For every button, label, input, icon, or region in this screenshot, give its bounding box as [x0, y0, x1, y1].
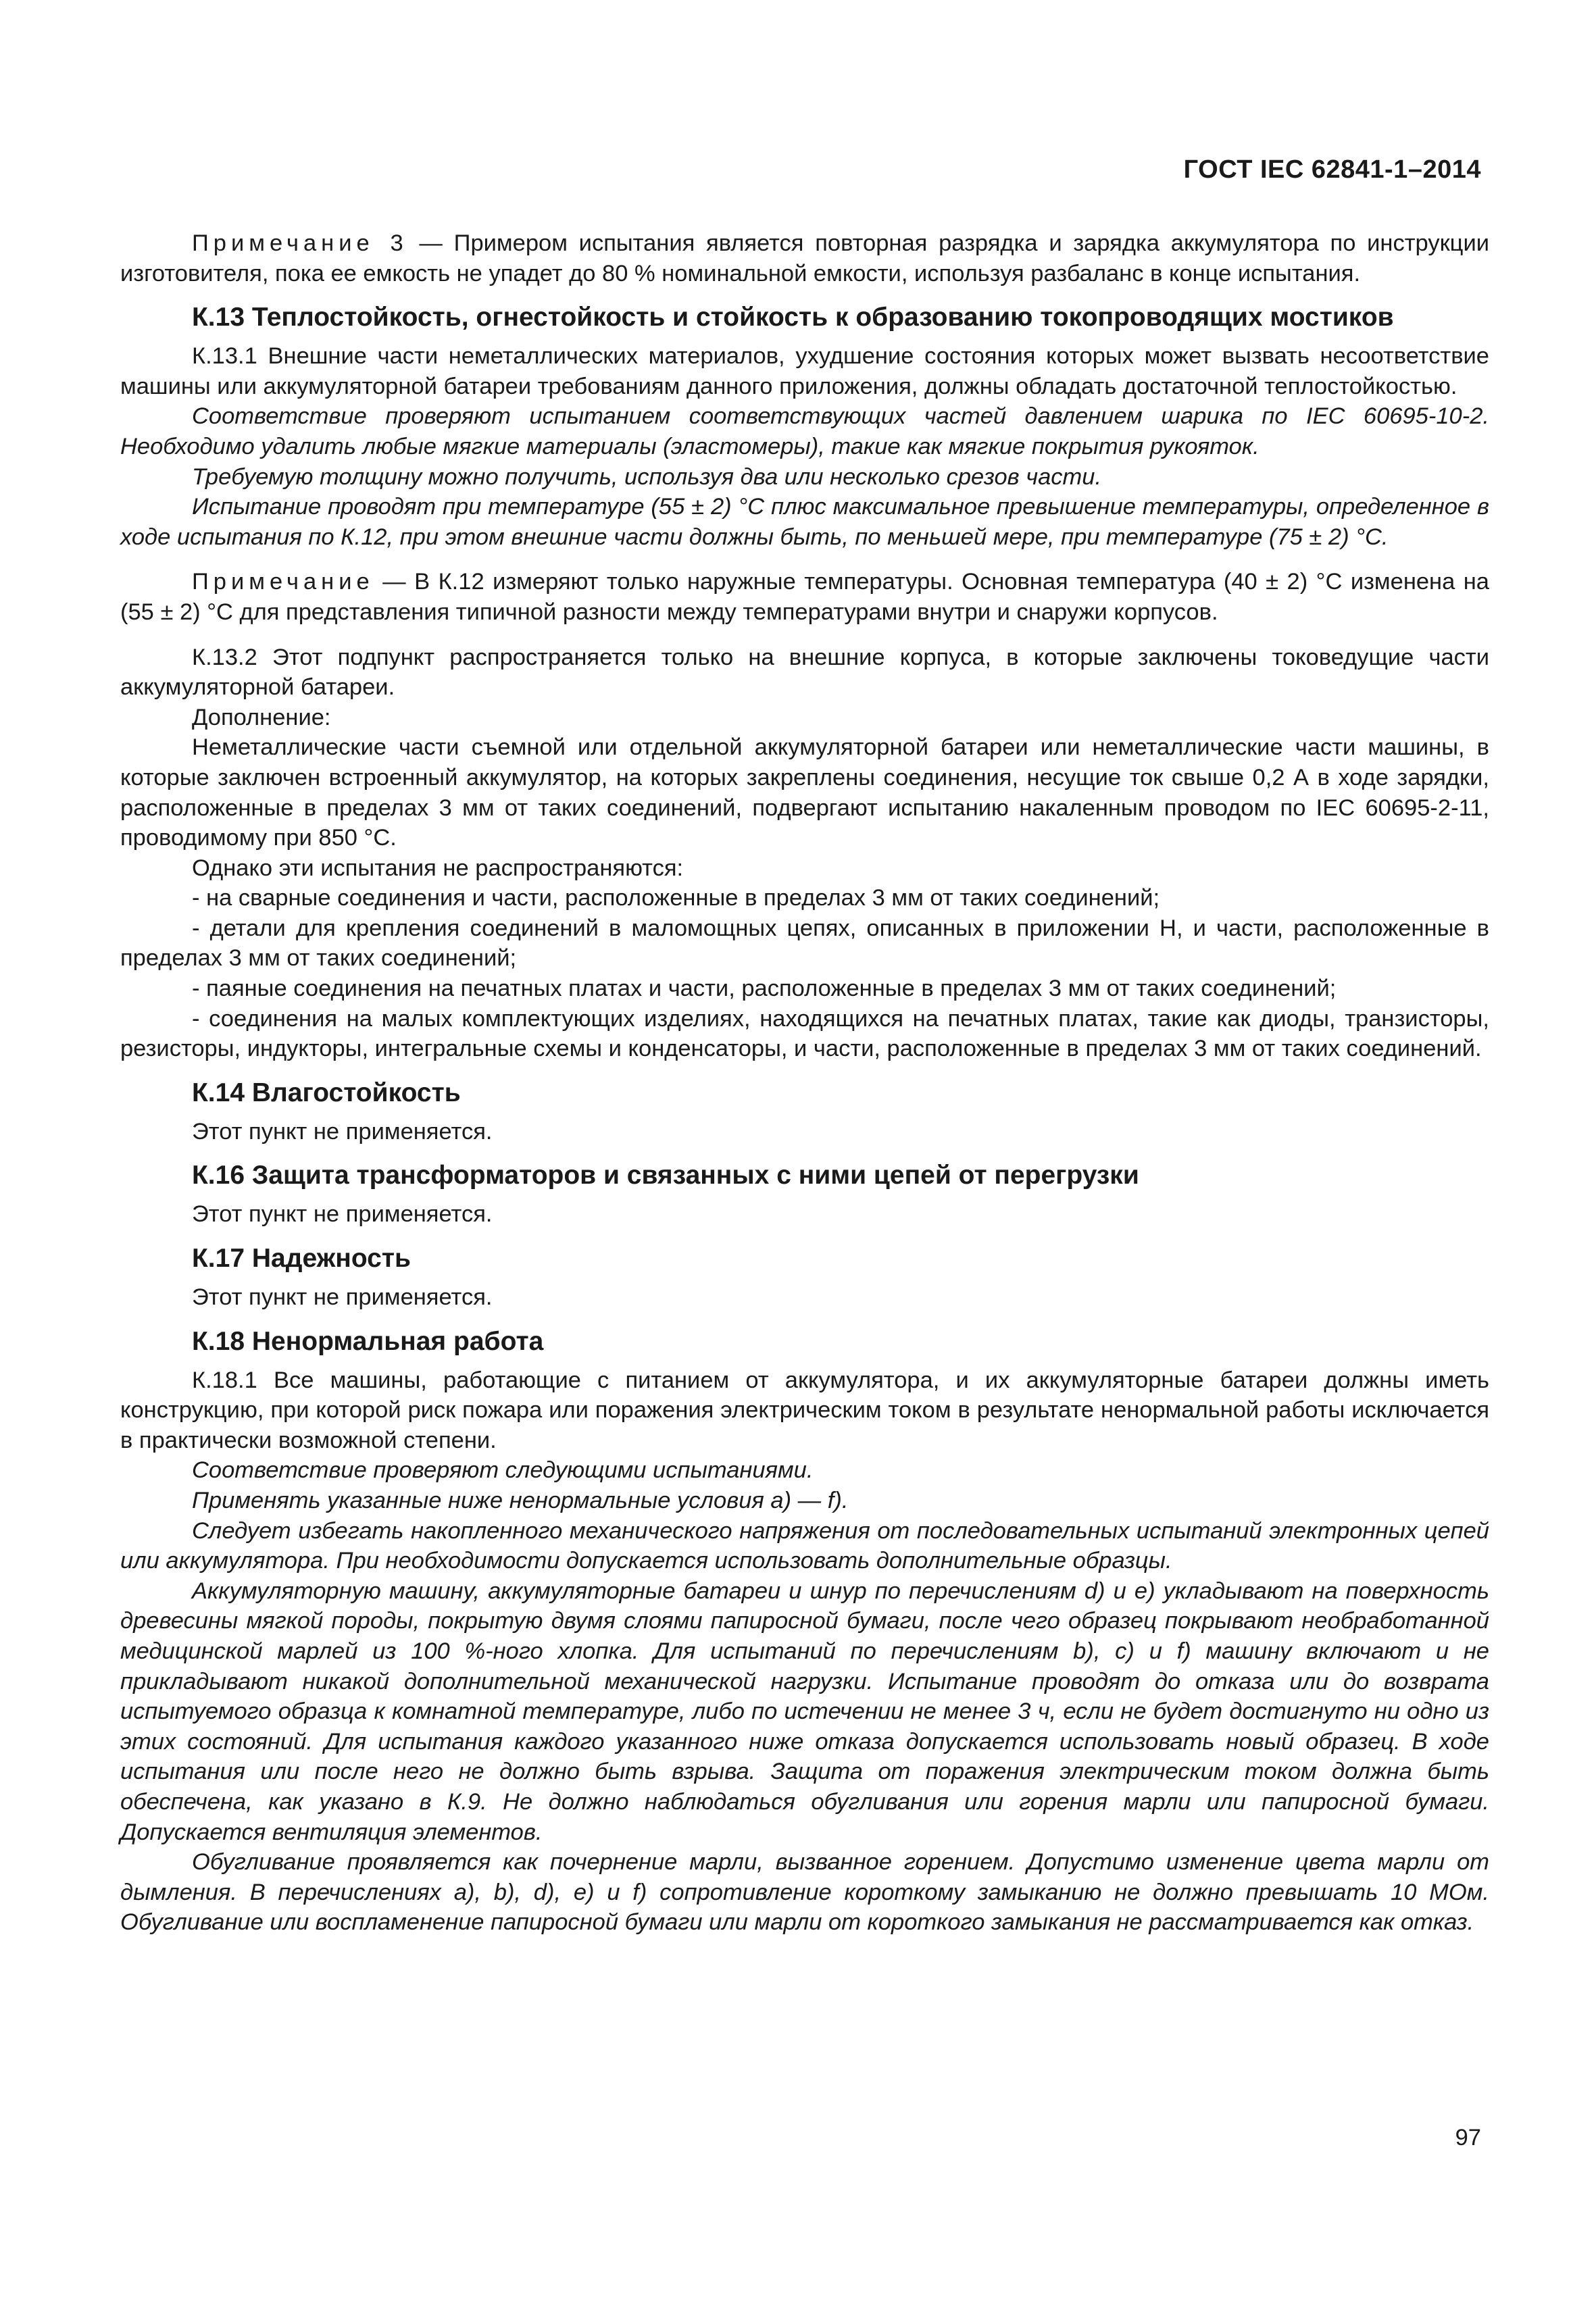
- k18-charring: Обугливание проявляется как почернение марли, вызванное горением. Допустимо изменение цвета марли от дымления. В перечислениях а), b), d), е) и f) сопротивление короткому замыканию не должно превышать 10 МОм. Обугливание или воспламенение папиросной бумаги или марли от короткого замыкания не рассматривается как отказ.: [120, 1849, 1489, 1936]
- heading-k18: К.18 Ненормальная работа: [192, 1326, 544, 1356]
- note-text: — В К.12 измеряют только наружные температуры. Основная температура (40 ± 2) °С изменена на (55 ± 2) °С для представления типичной разности между температурами внутри и снаружи корпусов.: [120, 569, 1489, 625]
- k13-2-text: К.13.2 Этот подпункт распространяется только на внешние корпуса, в которые заключены токоведущие части аккумуляторной батареи.: [120, 644, 1489, 701]
- heading-k16: К.16 Защита трансформаторов и связанных с ними цепей от перегрузки: [192, 1161, 1139, 1190]
- k13-thickness: Требуемую толщину можно получить, используя два или несколько срезов части.: [192, 463, 1102, 490]
- k18-compliance: Соответствие проверяют следующими испытаниями.: [192, 1457, 814, 1484]
- k14-text: Этот пункт не применяется.: [192, 1118, 493, 1145]
- heading-k17: К.17 Надежность: [192, 1244, 411, 1274]
- list-item: - на сварные соединения и части, расположенные в пределах 3 мм от таких соединений;: [192, 885, 1160, 911]
- k13-1-text: К.13.1 Внешние части неметаллических материалов, ухудшение состояния которых может вызвать несоответствие машины или аккумуляторной батареи требованиям данного приложения, должны обладать достаточной теплостойкостью.: [120, 343, 1489, 399]
- heading-k14: К.14 Влагостойкость: [192, 1078, 461, 1107]
- list-item: - соединения на малых комплектующих изделиях, находящихся на печатных платах, такие как диоды, транзисторы, резисторы, индукторы, интегральные схемы и конденсаторы, и части, расположенные в пределах 3 мм от таких соединений.: [120, 1005, 1489, 1062]
- k13-compliance: Соответствие проверяют испытанием соответствующих частей давлением шарика по IEC 60695-10-2. Необходимо удалить любые мягкие материалы (эластомеры), такие как мягкие покрытия рукояток.: [120, 403, 1489, 459]
- k17-text: Этот пункт не применяется.: [192, 1284, 493, 1311]
- note-text: — Примером испытания является повторная разрядка и зарядка аккумулятора по инструкции изготовителя, пока ее емкость не упадет до 80 % номинальной емкости, используя разбаланс в конце испытания.: [120, 230, 1489, 286]
- k13-addition-text: Неметаллические части съемной или отдельной аккумуляторной батареи или неметаллические части машины, в которые заключен встроенный аккумулятор, на которых закреплены соединения, несущие ток свыше 0,2 А в ходе зарядки, расположенные в пределах 3 мм от таких соединений, подвергают испытанию накаленным проводом по IEC 60695-2-11, проводимому при 850 °С.: [120, 734, 1489, 851]
- note-3: [120, 228, 1489, 288]
- k13-note: [120, 567, 1489, 627]
- note-label: Примечание 3: [192, 230, 408, 256]
- k18-procedure: Аккумуляторную машину, аккумуляторные батареи и шнур по перечислениям d) и е) укладывают на поверхность древесины мягкой породы, покрытую двумя слоями папиросной бумаги, после чего образец покрывают необработанной медицинской марлей из 100 %-ного хлопка. Для испытаний по перечислениям b), с) и f) машину включают и не прикладывают никакой дополнительной механической нагрузки. Испытание проводят до отказа или до возврата испытуемого образца к комнатной температуре, либо по истечении не менее 3 ч, если не будет достигнуто ни одно из этих состояний. Для испытания каждого указанного ниже отказа допускается использовать новый образец. В ходе испытания или после него не должно быть взрыва. Защита от поражения электрическим током должна быть обеспечена, как указано в К.9. Не должно наблюдаться обугливания или горения марли или папиросной бумаги. Допускается вентиляция элементов.: [120, 1578, 1489, 1845]
- k13-temperature: Испытание проводят при температуре (55 ± 2) °С плюс максимальное превышение температуры, определенное в ходе испытания по К.12, при этом внешние части должны быть, по меньшей мере, при температуре (75 ± 2) °С.: [120, 494, 1489, 550]
- k13-addition-label: Дополнение:: [192, 704, 331, 730]
- standard-designation: ГОСТ IEC 62841-1–2014: [1183, 155, 1481, 184]
- page-content: [120, 228, 1489, 1938]
- list-item: - паяные соединения на печатных платах и части, расположенные в пределах 3 мм от таких соединений;: [192, 976, 1337, 1002]
- k18-conditions: Применять указанные ниже ненормальные условия а) — f).: [192, 1488, 849, 1513]
- page-number: 97: [1455, 2125, 1481, 2150]
- k13-exceptions-intro: Однако эти испытания не распространяются:: [192, 855, 684, 881]
- list-item: - детали для крепления соединений в маломощных цепях, описанных в приложении Н, и части, расположенные в пределах 3 мм от таких соединений;: [120, 915, 1489, 972]
- k18-1-text: К.18.1 Все машины, работающие с питанием от аккумулятора, и их аккумуляторные батареи должны иметь конструкцию, при которой риск пожара или поражения электрическим током в результате ненормальной работы исключается в практически возможной степени.: [120, 1367, 1489, 1453]
- k16-text: Этот пункт не применяется.: [192, 1201, 493, 1228]
- heading-k13: К.13 Теплостойкость, огнестойкость и стойкость к образованию токопроводящих мостиков: [192, 303, 1394, 332]
- k18-stress-note: Следует избегать накопленного механического напряжения от последовательных испытаний электронных цепей или аккумулятора. При необходимости допускается использовать дополнительные образцы.: [120, 1517, 1489, 1574]
- note-label: Примечание: [192, 569, 374, 595]
